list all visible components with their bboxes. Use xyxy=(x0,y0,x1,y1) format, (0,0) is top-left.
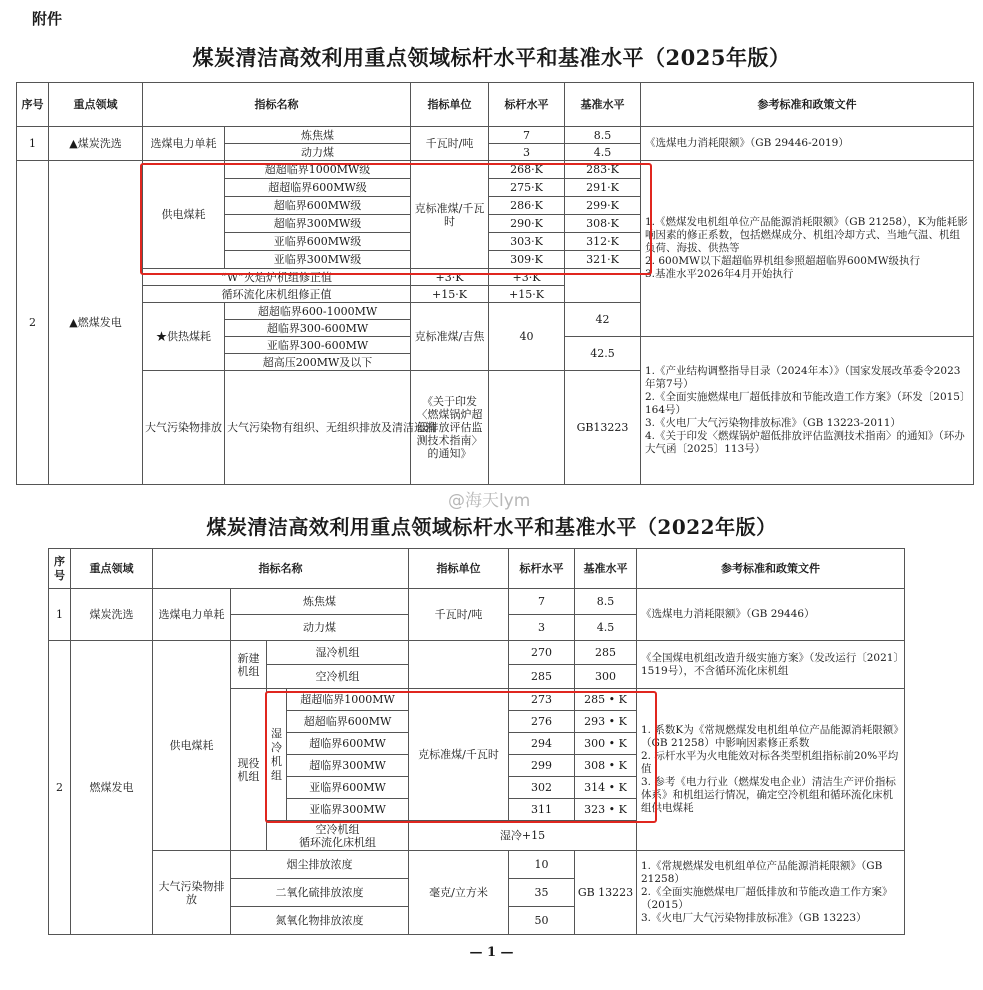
existing-benchmark: 273 xyxy=(509,689,575,711)
header-unit: 指标单位 xyxy=(411,83,489,127)
row1-steam-coal: 动力煤 xyxy=(231,615,409,641)
power-correction-benchmark: +3·K xyxy=(411,269,489,286)
header-indicator: 指标名称 xyxy=(153,549,409,589)
heat-category: ★供热煤耗 xyxy=(143,303,225,371)
power-unit: 克标准煤/千瓦时 xyxy=(411,161,489,269)
new-units: 新建机组 xyxy=(231,641,267,689)
row1-coking-benchmark: 7 xyxy=(509,589,575,615)
power-refs: 1. 系数K为《常规燃煤发电机组单位产品能源消耗限额》（GB 21258）中影响因素修正系数 2. 标杆水平为火电能效对标各类型机组指标前20%平均值 3. 参考《电力行业（燃煤发电企业）清洁生产评价指标体系》和机组运行情况，确定空冷机组和循环流化床机组供电煤耗 xyxy=(637,689,905,851)
air-cfb-units: 空冷机组 循环流化床机组 xyxy=(267,821,409,851)
power-category: 供电煤耗 xyxy=(153,641,231,851)
air-so2-benchmark: 35 xyxy=(509,879,575,907)
existing-item: 亚临界300MW xyxy=(287,799,409,821)
power-base: 283·K xyxy=(565,161,641,179)
row2-field: 燃煤发电 xyxy=(71,641,153,935)
row1-seq: 1 xyxy=(49,589,71,641)
row1-coking-benchmark: 7 xyxy=(489,127,565,144)
power-item: 超临界600MW级 xyxy=(225,197,411,215)
air-base: GB13223 xyxy=(565,371,641,485)
row1-steam-benchmark: 3 xyxy=(509,615,575,641)
row2-field: ▲燃煤发电 xyxy=(49,161,143,485)
header-base: 基准水平 xyxy=(565,83,641,127)
air-cfb-value: 湿冷+15 xyxy=(409,821,637,851)
power-benchmark: 268·K xyxy=(489,161,565,179)
new-air-benchmark: 285 xyxy=(509,665,575,689)
power-benchmark: 290·K xyxy=(489,215,565,233)
row1-ref: 《选煤电力消耗限额》（GB 29446-2019） xyxy=(641,127,974,161)
existing-wet: 湿冷机组 xyxy=(267,689,287,821)
row2-seq: 2 xyxy=(17,161,49,485)
power-base: 321·K xyxy=(565,251,641,269)
header-refs: 参考标准和政策文件 xyxy=(637,549,905,589)
existing-base: 293 • K xyxy=(575,711,637,733)
air-item-dust: 烟尘排放浓度 xyxy=(231,851,409,879)
existing-benchmark: 299 xyxy=(509,755,575,777)
air-indicator: 大气污染物有组织、无组织排放及清洁运输 xyxy=(225,371,411,485)
row1-field: 煤炭洗选 xyxy=(71,589,153,641)
new-air-base: 300 xyxy=(575,665,637,689)
header-seq: 序号 xyxy=(17,83,49,127)
air-refs: 1.《常规燃煤发电机组单位产品能源消耗限额》（GB 21258） 2.《全面实施燃煤电厂超低排放和节能改造工作方案》（2015） 3.《火电厂大气污染物排放标准》（GB 13223） xyxy=(637,851,905,935)
air-unit: 《关于印发〈燃煤锅炉超低排放评估监测技术指南〉的通知》 xyxy=(411,371,489,485)
power-item: 超超临界1000MW级 xyxy=(225,161,411,179)
power-refs: 1.《燃煤发电机组单位产品能源消耗限额》（GB 21258），K为能耗影响因素的修正系数，包括燃煤成分、机组冷却方式、当地气温、机组负荷、海拔、供热等 2. 600MW以下超超临界机组参照超超临界600MW级执行 3.基准水平2026年4月开始执行 xyxy=(641,161,974,337)
row1-ref: 《选煤电力消耗限额》（GB 29446） xyxy=(637,589,905,641)
existing-item: 超临界300MW xyxy=(287,755,409,777)
existing-units: 现役机组 xyxy=(231,689,267,851)
existing-unit: 克标准煤/千瓦时 xyxy=(409,689,509,821)
power-correction-base: +3·K xyxy=(489,269,565,286)
power-item: 超临界300MW级 xyxy=(225,215,411,233)
title-2025: 煤炭清洁高效利用重点领域标杆水平和基准水平（2025年版） xyxy=(192,45,791,70)
heat-benchmark: 40 xyxy=(489,303,565,371)
existing-base: 300 • K xyxy=(575,733,637,755)
power-item: 亚临界300MW级 xyxy=(225,251,411,269)
power-benchmark: 309·K xyxy=(489,251,565,269)
existing-item: 超超临界1000MW xyxy=(287,689,409,711)
power-item: 亚临界600MW级 xyxy=(225,233,411,251)
air-benchmark xyxy=(489,371,565,485)
header-benchmark: 标杆水平 xyxy=(509,549,575,589)
row1-steam-base: 4.5 xyxy=(565,144,641,161)
power-base: 291·K xyxy=(565,179,641,197)
header-benchmark: 标杆水平 xyxy=(489,83,565,127)
row1-unit: 千瓦时/吨 xyxy=(409,589,509,641)
header-field: 重点领域 xyxy=(71,549,153,589)
table-2025 xyxy=(16,82,974,485)
new-unit-blank xyxy=(409,641,509,689)
watermark: @海天lym xyxy=(448,491,531,511)
row1-unit: 千瓦时/吨 xyxy=(411,127,489,161)
header-seq: 序号 xyxy=(49,549,71,589)
power-correction-benchmark: +15·K xyxy=(411,286,489,303)
power-item: 超超临界600MW级 xyxy=(225,179,411,197)
heat-item: 超高压200MW及以下 xyxy=(225,354,411,371)
row1-category: 选煤电力单耗 xyxy=(153,589,231,641)
power-correction: 循环流化床机组修正值 xyxy=(143,286,411,303)
power-category: 供电煤耗 xyxy=(143,161,225,269)
existing-base: 314 • K xyxy=(575,777,637,799)
row1-field: ▲煤炭洗选 xyxy=(49,127,143,161)
header-field: 重点领域 xyxy=(49,83,143,127)
air-category: 大气污染物排放 xyxy=(153,851,231,935)
power-benchmark: 303·K xyxy=(489,233,565,251)
row1-coking-base: 8.5 xyxy=(575,589,637,615)
existing-item: 亚临界600MW xyxy=(287,777,409,799)
existing-benchmark: 294 xyxy=(509,733,575,755)
new-wet-base: 285 xyxy=(575,641,637,665)
title-2022: 煤炭清洁高效利用重点领域标杆水平和基准水平（2022年版） xyxy=(206,515,777,539)
heat-base-1: 42 xyxy=(565,303,641,337)
power-correction-base: +15·K xyxy=(489,286,565,303)
attachment-label: 附件 xyxy=(32,10,63,28)
existing-benchmark: 302 xyxy=(509,777,575,799)
existing-base: 323 • K xyxy=(575,799,637,821)
power-benchmark: 286·K xyxy=(489,197,565,215)
power-base: 312·K xyxy=(565,233,641,251)
air-nox-benchmark: 50 xyxy=(509,907,575,935)
heat-unit: 克标准煤/吉焦 xyxy=(411,303,489,371)
new-air: 空冷机组 xyxy=(267,665,409,689)
power-benchmark: 275·K xyxy=(489,179,565,197)
row1-steam-coal: 动力煤 xyxy=(225,144,411,161)
row1-coking-coal: 炼焦煤 xyxy=(225,127,411,144)
page-number: — 1 — xyxy=(469,945,514,960)
highlight-box-2025 xyxy=(140,163,652,275)
air-dust-benchmark: 10 xyxy=(509,851,575,879)
header-unit: 指标单位 xyxy=(409,549,509,589)
row1-steam-base: 4.5 xyxy=(575,615,637,641)
new-wet-benchmark: 270 xyxy=(509,641,575,665)
row1-steam-benchmark: 3 xyxy=(489,144,565,161)
row1-coking-coal: 炼焦煤 xyxy=(231,589,409,615)
new-wet: 湿冷机组 xyxy=(267,641,409,665)
existing-base: 285 • K xyxy=(575,689,637,711)
air-base: GB 13223 xyxy=(575,851,637,935)
header-indicator: 指标名称 xyxy=(143,83,411,127)
air-item-so2: 二氧化硫排放浓度 xyxy=(231,879,409,907)
air-item-nox: 氮氧化物排放浓度 xyxy=(231,907,409,935)
heat-item: 亚临界300-600MW xyxy=(225,337,411,354)
new-ref: 《全国煤电机组改造升级实施方案》（发改运行〔2021〕1519号），不含循环流化床机组 xyxy=(637,641,905,689)
existing-benchmark: 276 xyxy=(509,711,575,733)
existing-base: 308 • K xyxy=(575,755,637,777)
header-refs: 参考标准和政策文件 xyxy=(641,83,974,127)
header-base: 基准水平 xyxy=(575,549,637,589)
row1-seq: 1 xyxy=(17,127,49,161)
row1-category: 选煤电力单耗 xyxy=(143,127,225,161)
power-base: 308·K xyxy=(565,215,641,233)
heat-base-2: 42.5 xyxy=(565,337,641,371)
heat-item: 超临界300-600MW xyxy=(225,320,411,337)
row2-seq: 2 xyxy=(49,641,71,935)
highlight-box-2022 xyxy=(265,691,657,823)
air-unit: 毫克/立方米 xyxy=(409,851,509,935)
power-correction: “W”火焰炉机组修正值 xyxy=(143,269,411,286)
power-base: 299·K xyxy=(565,197,641,215)
existing-benchmark: 311 xyxy=(509,799,575,821)
air-refs: 1.《产业结构调整指导目录（2024年本）》（国家发展改革委令2023年第7号） 2.《全面实施燃煤电厂超低排放和节能改造工作方案》（环发〔2015〕164号） 3.《火电厂大气污染物排放标准》（GB 13223-2011） 4.《关于印发〈燃煤锅炉超低排放评估监测技术指南〉的通知》（环办大气函〔2025〕113号） xyxy=(641,337,974,485)
heat-item: 超超临界600-1000MW xyxy=(225,303,411,320)
existing-item: 超临界600MW xyxy=(287,733,409,755)
existing-item: 超超临界600MW xyxy=(287,711,409,733)
row1-coking-base: 8.5 xyxy=(565,127,641,144)
air-category: 大气污染物排放 xyxy=(143,371,225,485)
